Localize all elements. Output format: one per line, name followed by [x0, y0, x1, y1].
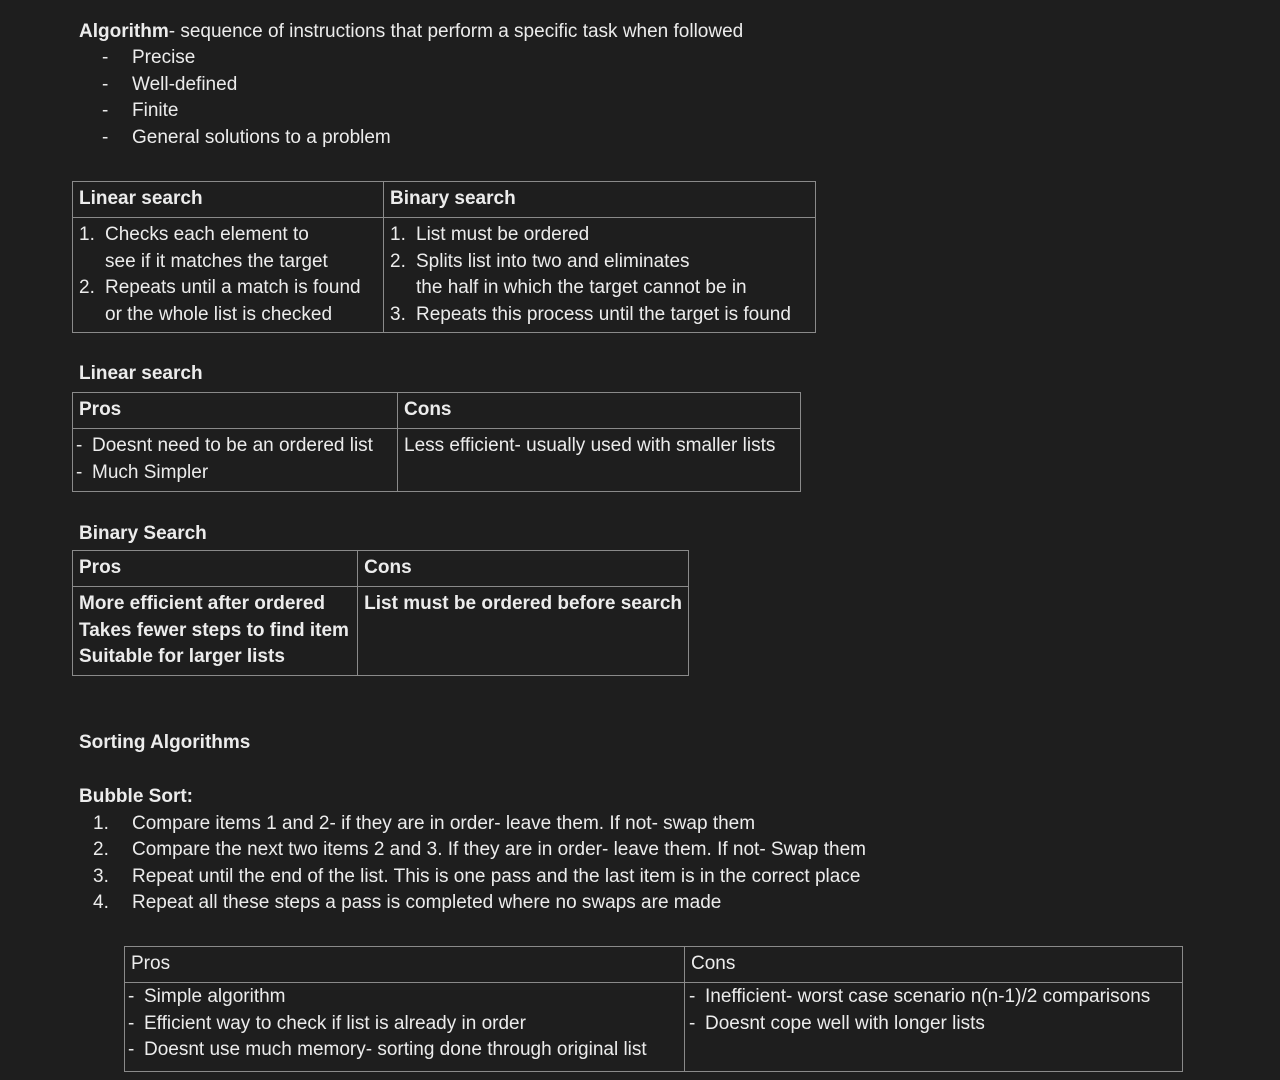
property-text: Well-defined — [132, 73, 238, 95]
pros-header: Pros — [73, 393, 398, 429]
list-item: 2. Compare the next two items 2 and 3. If they are in order- leave them. If not- Swap them — [93, 839, 866, 861]
list-item: 3. Repeat until the end of the list. This is one pass and the last item is in the correct place — [93, 865, 861, 887]
table-row — [73, 218, 816, 333]
bullet-dash: - — [102, 100, 109, 121]
list-item: - Doesnt use much memory- sorting done through original list — [128, 1039, 647, 1060]
list-item: - Doesnt need to be an ordered list — [76, 435, 373, 456]
binary-pros-cell — [73, 587, 358, 676]
linear-search-header: Linear search — [73, 182, 384, 218]
linear-search-title: Linear search — [79, 363, 203, 384]
bubble-cons-list — [689, 984, 1176, 1037]
bubble-sort-pros-cons-table — [124, 946, 1183, 1072]
binary-search-header: Binary search — [384, 182, 816, 218]
cons-header: Cons — [358, 551, 689, 587]
bubble-pros-cell — [125, 983, 685, 1072]
table-header-row — [73, 393, 801, 429]
algorithm-properties-list — [102, 45, 391, 151]
list-item: 2. Splits list into two and eliminates the half in which the target cannot be in — [390, 250, 747, 298]
binary-search-steps — [390, 222, 809, 328]
linear-pros-cell — [73, 429, 398, 492]
algorithm-definition-text: - sequence of instructions that perform a specific task when followed — [168, 21, 744, 42]
table-row — [73, 587, 689, 676]
property-text: Precise — [132, 47, 196, 68]
list-item — [102, 72, 391, 99]
table-header-row — [73, 551, 689, 587]
table-header-row — [125, 947, 1183, 983]
list-item: 3. Repeats this process until the target is found — [390, 303, 791, 325]
property-text: General solutions to a problem — [132, 126, 391, 148]
list-item — [102, 45, 391, 72]
list-item: 1. Checks each element to see if it matches the target — [79, 224, 328, 272]
bullet-dash: - — [102, 73, 109, 95]
list-item: - Doesnt cope well with longer lists — [689, 1012, 985, 1034]
property-text: Finite — [132, 100, 179, 121]
list-item: 1. List must be ordered — [390, 224, 590, 245]
list-item: 4. Repeat all these steps a pass is completed where no swaps are made — [93, 891, 722, 913]
pros-header: Pros — [73, 551, 358, 587]
list-item: - Much Simpler — [76, 461, 209, 483]
pro-item: Suitable for larger lists — [79, 646, 285, 667]
binary-search-title: Binary Search — [79, 523, 207, 544]
table-row — [125, 983, 1183, 1072]
cons-header: Cons — [398, 393, 801, 429]
linear-search-steps — [79, 222, 377, 328]
list-item: - Inefficient- worst case scenario n(n-1)/2 comparisons — [689, 986, 1151, 1007]
linear-cons-cell: Less efficient- usually used with smaller lists — [398, 429, 801, 492]
list-item: - Simple algorithm — [128, 986, 286, 1007]
pro-item: Takes fewer steps to find item — [79, 619, 349, 641]
algorithm-definition — [79, 19, 743, 46]
bubble-pros-list — [128, 984, 678, 1064]
list-item: 1. Compare items 1 and 2- if they are in order- leave them. If not- swap them — [93, 813, 756, 834]
list-item: - Efficient way to check if list is already in order — [128, 1012, 526, 1034]
linear-pros-list — [76, 433, 391, 486]
bubble-sort-steps — [93, 811, 866, 916]
table-header-row — [73, 182, 816, 218]
list-item: 2. Repeats until a match is found or the whole list is checked — [79, 277, 361, 325]
binary-cons-cell: List must be ordered before search — [358, 587, 689, 676]
search-comparison-table — [72, 181, 816, 333]
bubble-cons-cell — [685, 983, 1183, 1072]
linear-pros-cons-table — [72, 392, 801, 492]
cons-header: Cons — [685, 947, 1183, 983]
sorting-algorithms-title: Sorting Algorithms — [79, 732, 251, 753]
table-row — [73, 429, 801, 492]
bubble-sort-title: Bubble Sort: — [79, 786, 193, 807]
list-item — [102, 125, 391, 152]
algorithm-term: Algorithm — [79, 21, 169, 42]
binary-pros-cons-table — [72, 550, 689, 676]
list-item — [102, 98, 391, 125]
linear-search-steps-cell — [73, 218, 384, 333]
bullet-dash: - — [102, 126, 109, 148]
binary-search-steps-cell — [384, 218, 816, 333]
pro-item: More efficient after ordered — [79, 593, 325, 614]
pros-header: Pros — [125, 947, 685, 983]
bullet-dash: - — [102, 47, 109, 68]
